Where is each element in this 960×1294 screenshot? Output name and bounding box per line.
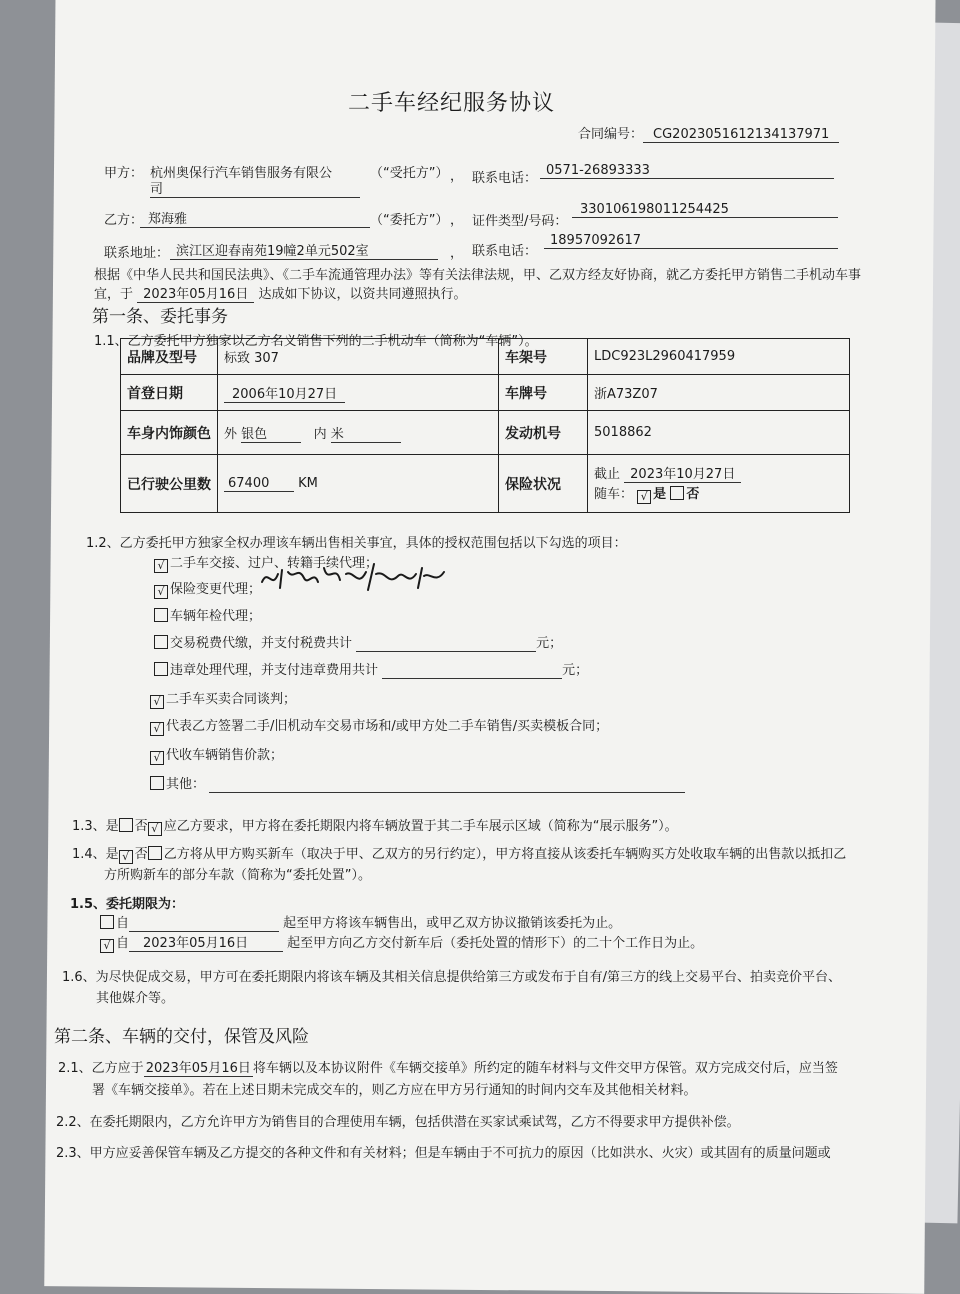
clause-2-1-line1: 2.1、乙方应于 2023年05月16日 将车辆以及本协议附件《车辆交接单》所约定的随车材料与文件交甲方保管。双方完成交付后，应当签 [58,1057,838,1077]
reg-date-label: 首登日期 [121,375,218,411]
brand-label: 品牌及型号 [121,339,218,375]
clause-2-1-line2: 署《车辆交接单》。若在上述日期未完成交车的，则乙方应在甲方另行通知的时间内交车及其他相关材料。 [92,1083,697,1098]
clause-2-3: 2.3、甲方应妥善保管车辆及乙方提交的各种文件和有关材料；但是车辆由于不可抗力的原因（比如洪水、火灾）或其固有的质量问题或 [56,1146,831,1161]
term-option-1: 自 起至甲方将该车辆售出，或甲乙双方协议撤销该委托为止。 [100,912,621,932]
contract-no-value: CG2023051612134137971 [643,127,839,143]
preamble-line2: 宜，于 2023年05月16日 达成如下协议，以资共同遵照执行。 [94,283,466,303]
interior-color: 米 [331,423,401,443]
party-b-role: （“委托方”） [370,213,449,228]
insurance-label: 保险状况 [499,455,588,513]
contact-phone: 18957092617 [544,233,838,249]
option-2-checkbox[interactable]: √ [154,585,168,599]
option-6: √ 二手车买卖合同谈判； [150,688,296,709]
clause-1-4-no-checkbox[interactable] [148,846,162,860]
party-a-name-line2: 司 [150,178,360,198]
option-5-checkbox[interactable] [154,662,168,676]
option-3: 车辆年检代理； [154,605,261,624]
party-a-role: （“受托方”） [370,166,449,181]
clause-1-3-no-checkbox[interactable]: √ [148,822,162,836]
insurance-until: 2023年10月27日 [624,463,741,483]
color-cell: 外 银色 内 米 [218,411,499,455]
option-4-checkbox[interactable] [154,635,168,649]
insurance-no-checkbox[interactable] [670,486,684,500]
option-8-checkbox[interactable]: √ [150,751,164,765]
brand-value: 标致 307 [218,339,499,375]
mileage-label: 已行驶公里数 [121,455,218,513]
contact-comma: ， [450,246,464,261]
contact-phone-label: 联系电话： [472,244,538,259]
exterior-color: 银色 [241,423,301,443]
clause-1-3-yes-checkbox[interactable] [119,818,133,832]
party-a-label: 甲方： [104,166,144,181]
clause-1-3: 1.3、是 否 √ 应乙方要求，甲方将在委托期限内将车辆放置于其二手车展示区域（简称为“展示服务”）。 [72,819,678,835]
clause-1-2: 1.2、乙方委托甲方独家全权办理该车辆出售相关事宜，具体的授权范围包括以下勾选的项目： [86,536,627,551]
party-b-name: 郑海雅 [140,208,370,228]
option-9: 其他： [150,773,685,793]
plate-label: 车牌号 [499,375,588,411]
option-7: √ 代表乙方签署二手/旧机动车交易市场和/或甲方处二手车销售/买卖模板合同； [150,715,608,736]
handwritten-signature [258,560,458,596]
party-b-comma: ， [450,213,464,228]
clause-1-4-line1: 1.4、是 √ 否 乙方将从甲方购买新车（取决于甲、乙双方的另行约定），甲方将直接从该委托车辆购买方处收取车辆的出售款以抵扣乙 [72,847,847,863]
option-9-checkbox[interactable] [150,776,164,790]
contract-no-row [578,123,839,143]
party-a-comma: ， [450,169,464,184]
clause-1-4-yes-checkbox[interactable]: √ [119,850,133,864]
reg-date-value: 2006年10月27日 [224,383,345,403]
contact-address: 滨江区迎春南苑19幢2单元502室 [170,240,438,260]
party-b-label: 乙方： [104,213,144,228]
option-6-checkbox[interactable]: √ [150,695,164,709]
party-a-name-line1: 杭州奥保行汽车销售服务有限公 [150,166,333,181]
party-b-id-no: 330106198011254425 [572,202,838,218]
party-b-id-label: 证件类型/号码： [472,214,568,229]
engine-label: 发动机号 [499,411,588,455]
term-option-2: √ 自 2023年05月16日 起至甲方向乙方交付新车后（委托处置的情形下）的二十个工作日为止。 [100,932,703,953]
delivery-date: 2023年05月16日 [144,1057,253,1077]
mileage-unit: KM [298,475,318,491]
vin-label: 车架号 [499,339,588,375]
option-8: √ 代收车辆销售价款； [150,744,283,765]
preamble-date: 2023年05月16日 [137,283,254,303]
option-1-checkbox[interactable]: √ [154,559,168,573]
color-label: 车身内饰颜色 [121,411,218,455]
clause-1-6-line1: 1.6、为尽快促成交易，甲方可在委托期限内将该车辆及其相关信息提供给第三方或发布于自有/第三方的线上交易平台、拍卖竞价平台、 [62,970,842,985]
article-2-title: 第二条、车辆的交付，保管及风险 [54,1027,309,1047]
insurance-yes-checkbox[interactable]: √ [637,490,651,504]
term-start-date: 2023年05月16日 [129,932,283,952]
option-3-checkbox[interactable] [154,608,168,622]
plate-value: 浙A73Z07 [588,375,850,411]
vin-value: LDC923L2960417959 [588,339,850,375]
option-1: √ 二手车交接、过户、转籍手续代理； [154,552,378,573]
clause-2-2: 2.2、在委托期限内，乙方允许甲方为销售目的合理使用车辆，包括供潜在买家试乘试驾，乙方不得要求甲方提供补偿。 [56,1115,740,1130]
term-option-2-checkbox[interactable]: √ [100,939,114,953]
vehicle-info-table [120,338,850,513]
party-a-phone: 0571-26893333 [540,163,834,179]
option-7-checkbox[interactable]: √ [150,722,164,736]
reg-date-cell [218,375,499,411]
contact-address-label: 联系地址： [104,246,170,261]
article-1-title: 第一条、委托事务 [92,307,228,327]
option-4: 交易税费代缴，并支付税费共计 元； [154,632,562,652]
option-2: √ 保险变更代理； [154,578,261,599]
insurance-cell: 截止 2023年10月27日 随车： √ 是 否 [588,455,850,513]
option-5: 违章处理代理，并支付违章费用共计 元； [154,659,588,679]
clause-1-5-title: 1.5、委托期限为： [70,897,185,912]
mileage-cell [218,455,499,513]
mileage-value: 67400 [224,476,294,492]
preamble-line1: 根据《中华人民共和国民法典》、《二手车流通管理办法》等有关法律法规，甲、乙双方经友好协商，就乙方委托甲方销售二手机动车事 [94,268,862,283]
document-title: 二手车经纪服务协议 [348,91,556,116]
contract-no-label: 合同编号： [578,127,644,142]
party-a-phone-label: 联系电话： [472,171,538,186]
term-option-1-checkbox[interactable] [100,915,114,929]
clause-1-4-line2: 方所购新车的部分车款（简称为“委托处置”）。 [104,868,371,883]
clause-1-6-line2: 其他媒介等。 [96,991,175,1006]
clause-1-1: 1.1、乙方委托甲方独家以乙方名义销售下列的二手机动车（简称为“车辆”）。 [94,334,538,349]
engine-value: 5018862 [588,411,850,455]
